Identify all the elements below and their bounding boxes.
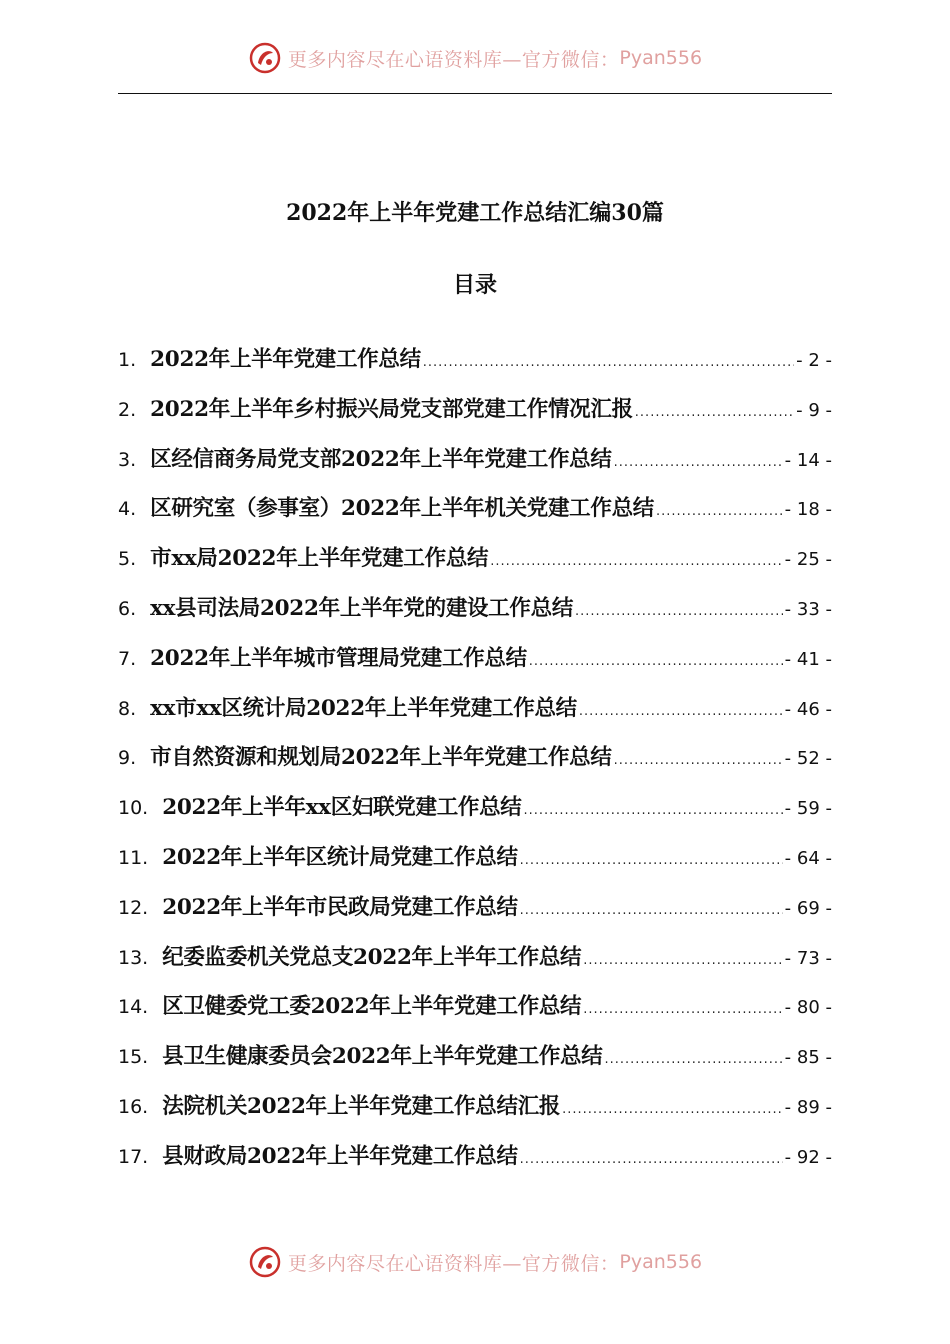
toc-title: xx县司法局2022年上半年党的建设工作总结 xyxy=(150,595,574,621)
toc-title: 县卫生健康委员会2022年上半年党建工作总结 xyxy=(162,1044,603,1070)
toc-title: xx市xx区统计局2022年上半年党建工作总结 xyxy=(150,695,577,721)
toc-item[interactable] xyxy=(118,790,832,840)
toc-number: 3. xyxy=(118,448,137,471)
toc-item[interactable] xyxy=(118,691,832,741)
toc-title: 法院机关2022年上半年党建工作总结汇报 xyxy=(162,1093,561,1119)
banner-wechat-id: Pyan556 xyxy=(619,1251,703,1273)
toc-leader xyxy=(656,494,783,530)
toc-leader xyxy=(614,445,783,481)
toc-leader xyxy=(529,644,783,680)
toc-title: 2022年上半年市民政局党建工作总结 xyxy=(162,894,518,920)
toc-page: - 69 - xyxy=(784,897,832,919)
toc-leader xyxy=(614,743,783,779)
toc-number: 10. xyxy=(118,797,149,820)
banner-wechat-id: Pyan556 xyxy=(619,47,703,69)
toc-page: - 9 - xyxy=(796,399,832,421)
toc-page: - 52 - xyxy=(784,748,832,770)
toc-page: - 89 - xyxy=(784,1096,832,1118)
toc-title: 区经信商务局党支部2022年上半年党建工作总结 xyxy=(150,446,612,472)
toc-page: - 18 - xyxy=(784,499,832,521)
toc-number: 4. xyxy=(118,498,137,521)
toc-leader xyxy=(635,395,794,431)
toc-number: 2. xyxy=(118,398,137,421)
toc-item[interactable] xyxy=(118,989,832,1039)
toc-page: - 85 - xyxy=(784,1047,832,1069)
toc-leader xyxy=(520,893,783,929)
toc-item[interactable] xyxy=(118,342,832,392)
toc-page: - 80 - xyxy=(784,997,832,1019)
toc-number: 8. xyxy=(118,697,137,720)
toc-item[interactable] xyxy=(118,541,832,591)
toc-leader xyxy=(575,594,783,630)
toc-leader xyxy=(583,943,782,979)
toc-title: 2022年上半年乡村振兴局党支部党建工作情况汇报 xyxy=(150,396,633,422)
toc-number: 6. xyxy=(118,597,137,620)
toc-item[interactable] xyxy=(118,890,832,940)
toc-page: - 2 - xyxy=(796,350,832,371)
toc-item[interactable] xyxy=(118,1039,832,1089)
toc-heading: 目录 xyxy=(452,272,497,298)
toc-title: 区研究室（参事室）2022年上半年机关党建工作总结 xyxy=(150,496,654,522)
toc-item[interactable] xyxy=(118,1139,832,1189)
header-banner xyxy=(0,38,950,78)
toc-page: - 46 - xyxy=(784,698,832,720)
banner-text: 更多内容尽在心语资料库—官方微信： xyxy=(287,48,620,71)
toc-number: 12. xyxy=(118,896,149,919)
toc-leader xyxy=(583,992,782,1028)
toc-page: - 64 - xyxy=(784,847,832,869)
toc-page: - 59 - xyxy=(784,798,832,820)
toc-page: - 14 - xyxy=(784,449,832,471)
toc-title: 区卫健委党工委2022年上半年党建工作总结 xyxy=(162,994,582,1020)
toc-number: 17. xyxy=(118,1145,149,1168)
toc-page: - 92 - xyxy=(784,1146,832,1168)
logo-icon xyxy=(248,1245,282,1279)
toc-title: 2022年上半年区统计局党建工作总结 xyxy=(162,844,518,870)
toc-item[interactable] xyxy=(118,740,832,790)
toc-number: 1. xyxy=(118,349,137,371)
toc-page: - 33 - xyxy=(784,598,832,620)
toc-number: 14. xyxy=(118,996,149,1019)
table-of-contents xyxy=(118,342,832,1189)
toc-item[interactable] xyxy=(118,641,832,691)
toc-leader xyxy=(520,843,783,879)
toc-number: 15. xyxy=(118,1046,149,1069)
toc-item[interactable] xyxy=(118,392,832,442)
toc-leader xyxy=(423,345,794,381)
banner-text: 更多内容尽在心语资料库—官方微信： xyxy=(287,1252,620,1275)
header-rule xyxy=(118,93,832,94)
toc-number: 7. xyxy=(118,647,137,670)
toc-page: - 73 - xyxy=(784,947,832,969)
toc-leader xyxy=(579,694,783,730)
toc-page: - 25 - xyxy=(784,549,832,571)
toc-leader xyxy=(524,793,783,829)
toc-item[interactable] xyxy=(118,591,832,641)
toc-title: 2022年上半年xx区妇联党建工作总结 xyxy=(162,795,522,821)
toc-leader xyxy=(490,544,782,580)
footer-banner xyxy=(0,1242,950,1282)
toc-number: 16. xyxy=(118,1095,149,1118)
toc-leader xyxy=(562,1092,783,1128)
toc-page: - 41 - xyxy=(784,648,832,670)
toc-number: 9. xyxy=(118,747,137,770)
toc-title: 2022年上半年城市管理局党建工作总结 xyxy=(150,645,527,671)
toc-title: 纪委监委机关党总支2022年上半年工作总结 xyxy=(162,944,582,970)
toc-item[interactable] xyxy=(118,491,832,541)
toc-leader xyxy=(604,1042,782,1078)
toc-title: 2022年上半年党建工作总结 xyxy=(150,347,421,372)
toc-title: 县财政局2022年上半年党建工作总结 xyxy=(162,1143,518,1169)
toc-number: 11. xyxy=(118,846,149,869)
toc-leader xyxy=(520,1142,783,1178)
toc-item[interactable] xyxy=(118,840,832,890)
toc-title: 市xx局2022年上半年党建工作总结 xyxy=(150,546,489,572)
toc-number: 5. xyxy=(118,548,137,571)
toc-item[interactable] xyxy=(118,1089,832,1139)
toc-title: 市自然资源和规划局2022年上半年党建工作总结 xyxy=(150,745,612,771)
logo-icon xyxy=(248,41,282,75)
document-title: 2022年上半年党建工作总结汇编30篇 xyxy=(286,200,664,226)
toc-number: 13. xyxy=(118,946,149,969)
toc-item[interactable] xyxy=(118,940,832,990)
toc-item[interactable] xyxy=(118,442,832,492)
